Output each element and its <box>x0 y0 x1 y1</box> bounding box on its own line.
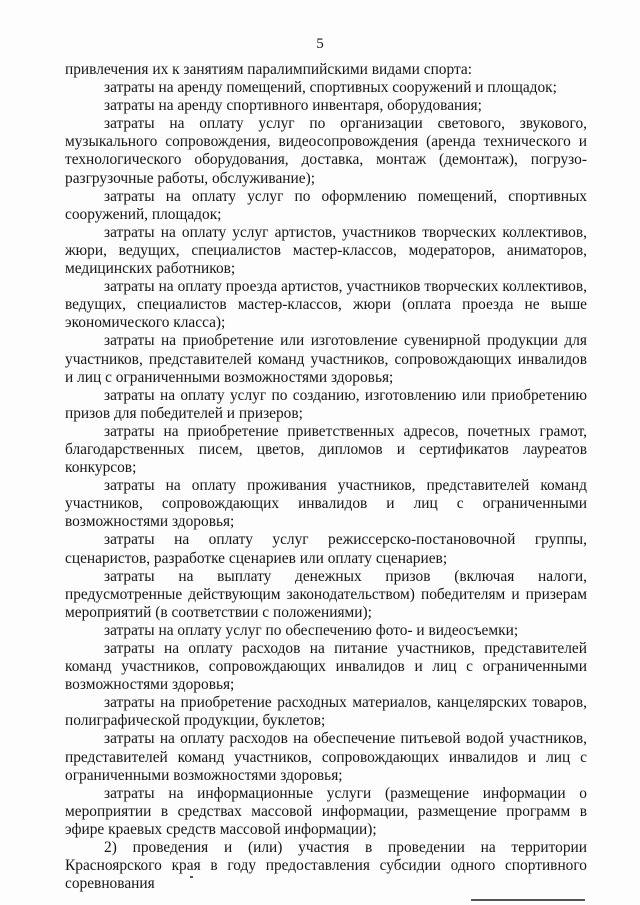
paragraph-accommodation: затраты на оплату проживания участников, представителей команд участников, сопровождающих инвалидов и лиц с ограниченными возможностями здоровья; <box>65 477 587 531</box>
paragraph-drinking-water: затраты на оплату расходов на обеспечение питьевой водой участников, представителей команд участников, сопровождающих инвалидов и лиц с ограниченными возможностями здоровья; <box>65 730 587 784</box>
scan-artifact-line <box>471 899 585 901</box>
paragraph-photo-video: затраты на оплату услуг по обеспечению фото- и видеосъемки; <box>104 621 519 639</box>
paragraph-prizes: затраты на оплату услуг по созданию, изготовлению или приобретению призов для победителей и призеров; <box>65 386 587 422</box>
paragraph-travel-costs: затраты на оплату проезда артистов, участников творческих коллективов, ведущих, специалистов мастер-классов, жюри (оплата проезда не выше экономического класса); <box>65 278 587 332</box>
paragraph-decoration-services: затраты на оплату услуг по оформлению помещений, спортивных сооружений, площадок; <box>65 187 587 223</box>
paragraph-information-services: затраты на информационные услуги (размещение информации о мероприятии в средствах массовой информации, размещение программ в эфире краевых средств массовой информации); <box>65 784 587 838</box>
paragraph-cash-prizes: затраты на выплату денежных призов (включая налоги, предусмотренные действующим законодательством) победителям и призерам мероприятий (в соответствии с положениями); <box>65 567 587 621</box>
page-number: 5 <box>316 36 324 52</box>
paragraph-item-2: 2) проведения и (или) участия в проведении на территории Красноярского края в году предоставления субсидии одного спортивного соревнования <box>65 839 587 893</box>
paragraph-rent-equipment: затраты на аренду спортивного инвентаря, оборудования; <box>104 97 482 115</box>
paragraph-rent-premises: затраты на аренду помещений, спортивных сооружений и площадок; <box>104 79 557 97</box>
paragraph-continuation: привлечения их к занятиям паралимпийскими видами спорта: <box>65 61 473 78</box>
paragraph-certificates: затраты на приобретение приветственных адресов, почетных грамот, благодарственных писем, цветов, дипломов и сертификатов лауреатов конкурсов; <box>65 422 587 477</box>
paragraph-light-sound-services: затраты на оплату услуг по организации светового, звукового, музыкального сопровождения, видеосопровождения (аренда технического и технологического оборудования, доставка, монтаж (демонтаж), погрузо-разгрузочные работы, обслуживание); <box>65 115 587 187</box>
paragraph-consumables: затраты на приобретение расходных материалов, канцелярских товаров, полиграфической продукции, буклетов; <box>65 694 587 730</box>
paragraph-director-group: затраты на оплату услуг режиссерско-постановочной группы, сценаристов, разработке сценариев или оплату сценариев; <box>65 531 587 567</box>
paragraph-souvenirs: затраты на приобретение или изготовление сувенирной продукции для участников, представителей команд участников, сопровождающих инвалидов и лиц с ограниченными возможностями здоровья; <box>65 332 587 386</box>
paragraph-meals: затраты на оплату расходов на питание участников, представителей команд участников, сопровождающих инвалидов и лиц с ограниченными возможностями здоровья; <box>65 640 587 694</box>
paragraph-artists-services: затраты на оплату услуг артистов, участников творческих коллективов, жюри, ведущих, специалистов мастер-классов, модераторов, аниматоров, медицинских работников; <box>65 223 587 278</box>
scan-artifact-dot <box>190 876 193 878</box>
document-body <box>65 61 587 893</box>
